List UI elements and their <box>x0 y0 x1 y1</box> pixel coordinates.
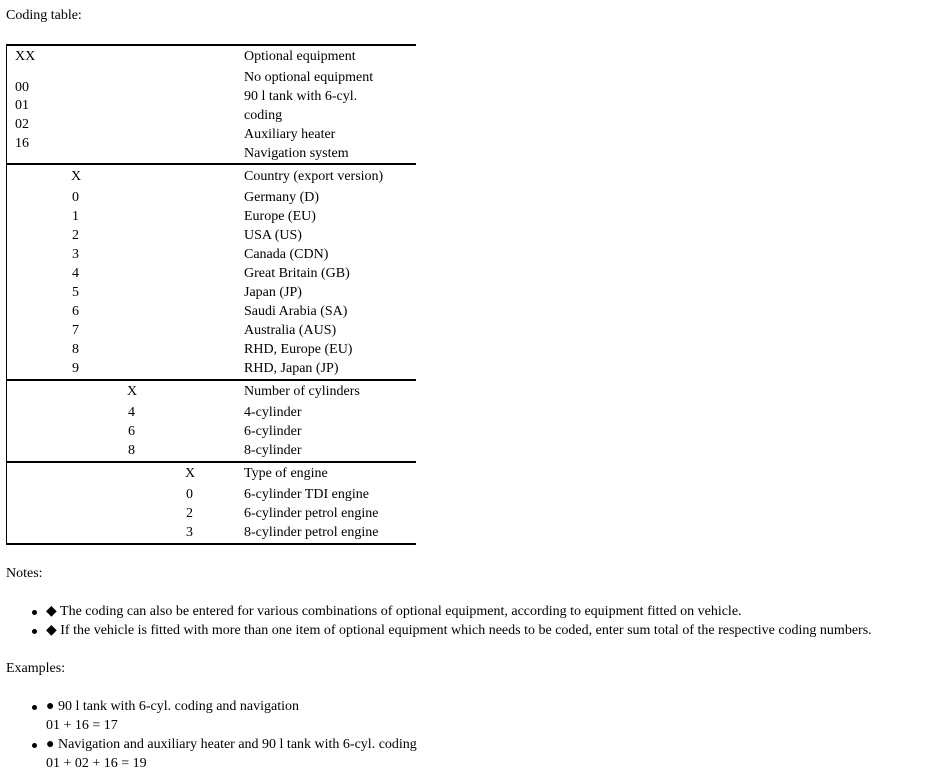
code-value: 3 <box>72 247 79 262</box>
note-item: ◆ The coding can also be entered for various combinations of optional equipment, according to equipment fitted on vehicle. <box>46 604 742 619</box>
table-bottom-rule <box>6 543 416 545</box>
code-description: Great Britain (GB) <box>244 266 350 281</box>
code-value: 4 <box>72 266 79 281</box>
note-item: ◆ If the vehicle is fitted with more than one item of optional equipment which needs to be coded, enter sum total of the respective coding numbers. <box>46 623 872 638</box>
code-value: 0 <box>72 190 79 205</box>
group-marker: XX <box>15 49 36 64</box>
code-description: Germany (D) <box>244 190 320 205</box>
code-value: 3 <box>186 525 193 540</box>
example-calculation: 01 + 02 + 16 = 19 <box>46 756 147 771</box>
code-value: 0 <box>186 487 193 502</box>
code-value: 01 <box>15 98 29 113</box>
example-item: ● 90 l tank with 6-cyl. coding and navigation <box>46 699 300 714</box>
code-value: 9 <box>72 361 79 376</box>
group-marker: X <box>185 466 196 481</box>
code-description: 90 l tank with 6-cyl. <box>244 89 358 104</box>
example-item: ● Navigation and auxiliary heater and 90 l tank with 6-cyl. coding <box>46 737 417 752</box>
list-bullet <box>32 705 37 710</box>
table-divider-1 <box>6 163 416 165</box>
code-description: Auxiliary heater <box>244 127 336 142</box>
group-header: Optional equipment <box>244 49 356 64</box>
group-header: Type of engine <box>244 466 328 481</box>
code-value: 16 <box>15 136 29 151</box>
code-description: 6-cylinder TDI engine <box>244 487 369 502</box>
code-description: 4-cylinder <box>244 405 302 420</box>
code-description: 6-cylinder <box>244 424 302 439</box>
code-description: 6-cylinder petrol engine <box>244 506 379 521</box>
code-description: 8-cylinder <box>244 443 302 458</box>
code-value: 02 <box>15 117 29 132</box>
examples-title: Examples: <box>6 661 66 676</box>
code-value: 2 <box>72 228 79 243</box>
list-bullet <box>32 743 37 748</box>
table-divider-3 <box>6 461 416 463</box>
group-marker: X <box>127 384 138 399</box>
code-description: coding <box>244 108 283 123</box>
group-header: Number of cylinders <box>244 384 360 399</box>
notes-title: Notes: <box>6 566 43 581</box>
code-value: 8 <box>72 342 79 357</box>
page-heading: Coding table: <box>6 8 82 23</box>
code-value: 2 <box>186 506 193 521</box>
code-description: Japan (JP) <box>244 285 302 300</box>
table-left-border <box>6 44 7 544</box>
code-description: 8-cylinder petrol engine <box>244 525 379 540</box>
code-value: 8 <box>128 443 135 458</box>
table-top-rule <box>6 44 416 46</box>
code-description: Navigation system <box>244 146 349 161</box>
code-value: 00 <box>15 80 29 95</box>
group-marker: X <box>71 169 82 184</box>
list-bullet <box>32 629 37 634</box>
code-value: 5 <box>72 285 79 300</box>
code-description: Saudi Arabia (SA) <box>244 304 348 319</box>
list-bullet <box>32 610 37 615</box>
code-value: 4 <box>128 405 135 420</box>
code-value: 7 <box>72 323 79 338</box>
group-header: Country (export version) <box>244 169 384 184</box>
code-value: 6 <box>72 304 79 319</box>
code-value: 6 <box>128 424 135 439</box>
code-value: 1 <box>72 209 79 224</box>
code-description: Europe (EU) <box>244 209 316 224</box>
code-description: RHD, Japan (JP) <box>244 361 339 376</box>
code-description: USA (US) <box>244 228 302 243</box>
code-description: RHD, Europe (EU) <box>244 342 353 357</box>
code-description: Australia (AUS) <box>244 323 337 338</box>
code-description: Canada (CDN) <box>244 247 329 262</box>
code-description: No optional equipment <box>244 70 374 85</box>
example-calculation: 01 + 16 = 17 <box>46 718 118 733</box>
table-divider-2 <box>6 379 416 381</box>
